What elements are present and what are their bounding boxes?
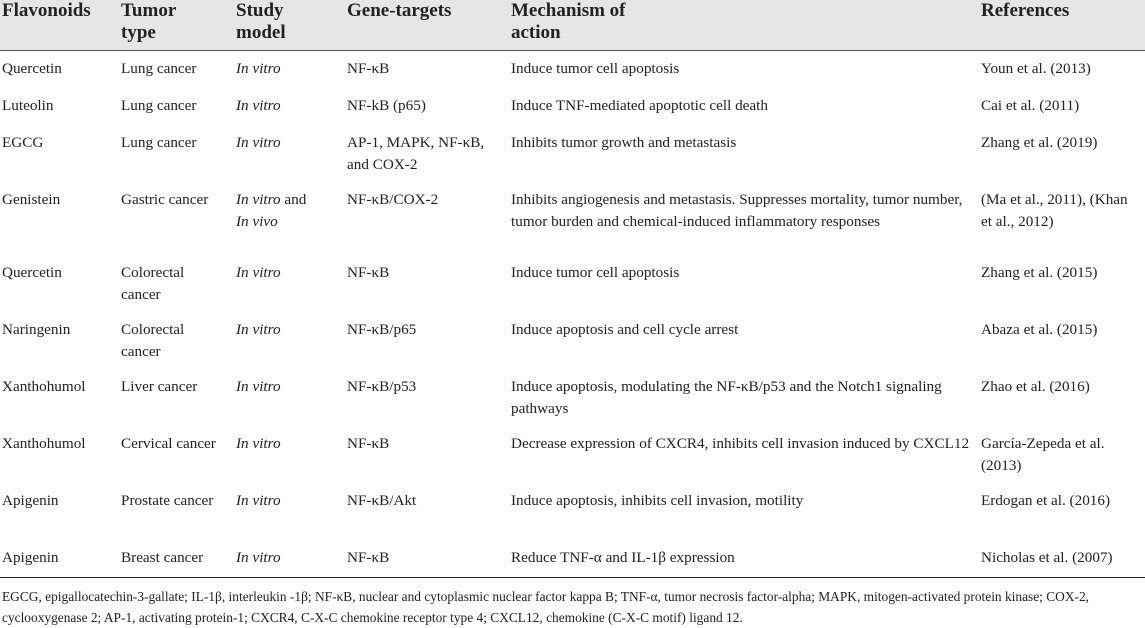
cell-reference: Youn et al. (2013): [981, 60, 1091, 77]
table-header-row: [0, 0, 1145, 51]
cell-tumor-type: Colorectal cancer: [121, 264, 185, 303]
cell-tumor-type: Breast cancer: [118, 540, 233, 578]
cell-reference: Zhang et al. (2019): [981, 134, 1098, 151]
table-row: [0, 312, 1145, 369]
cell-flavonoid: Apigenin: [0, 540, 118, 578]
cell-reference: Zhao et al. (2016): [981, 378, 1090, 395]
table-row: [0, 540, 1145, 578]
cell-study-model: In vitro: [236, 60, 281, 77]
cell-mechanism: Induce apoptosis, modulating the NF-κB/p53 and the Notch1 signaling pathways: [511, 378, 942, 417]
cell-mechanism: Induce apoptosis, inhibits cell invasion, motility: [511, 492, 804, 509]
cell-flavonoid: Xanthohumol: [2, 435, 86, 452]
cell-gene-targets: NF-κB/COX-2: [347, 191, 439, 208]
table-footnote: EGCG, epigallocatechin-3-gallate; IL-1β, interleukin -1β; NF-κB, nuclear and cytoplasmic nuclear factor kappa B; TNF-α, tumor necrosis factor-alpha; MAPK, mitogen-activated protein kinase; COX-2, cyclooxygenase 2; AP-1, activating protein-1; CXCR4, C-X-C chemokine receptor type 4; CXCL12, chemokine (C-X-C motif) ligand 12.: [2, 589, 1090, 625]
cell-mechanism: Induce TNF-mediated apoptotic cell death: [511, 97, 768, 114]
header-mechanism: Mechanism of action: [508, 0, 978, 51]
cell-study-model: In vitro: [236, 492, 281, 509]
header-gene-targets: Gene-targets: [344, 0, 508, 51]
table-row: [0, 255, 1145, 312]
cell-tumor-type: Lung cancer: [121, 97, 197, 114]
cell-tumor-type: Prostate cancer: [121, 492, 214, 509]
table-row: [0, 88, 1145, 125]
cell-gene-targets: NF-κB/Akt: [347, 492, 417, 509]
cell-study-model: In vitro: [236, 378, 281, 395]
cell-gene-targets: NF-κB/p65: [347, 321, 417, 338]
cell-flavonoid: EGCG: [2, 134, 44, 151]
cell-reference: Zhang et al. (2015): [981, 264, 1098, 281]
cell-mechanism: Inhibits angiogenesis and metastasis. Suppresses mortality, tumor number, tumor burden and chemical-induced inflammatory responses: [511, 191, 963, 230]
cell-gene-targets: NF-κB: [347, 264, 390, 281]
table-row: [0, 182, 1145, 255]
cell-mechanism: Reduce TNF-α and IL-1β expression: [508, 540, 978, 578]
cell-reference: Erdogan et al. (2016): [981, 492, 1111, 509]
cell-tumor-type: Cervical cancer: [121, 435, 216, 452]
cell-flavonoid: Naringenin: [2, 321, 71, 338]
table-row: [0, 51, 1145, 89]
cell-mechanism: Decrease expression of CXCR4, inhibits cell invasion induced by CXCL12: [511, 435, 970, 452]
cell-reference: (Ma et al., 2011), (Khan et al., 2012): [981, 191, 1128, 230]
cell-flavonoid: Quercetin: [2, 60, 62, 77]
cell-gene-targets: NF-κB: [347, 60, 390, 77]
cell-gene-targets: NF-κB/p53: [347, 378, 417, 395]
cell-flavonoid: Apigenin: [2, 492, 59, 509]
cell-flavonoid: Xanthohumol: [2, 378, 86, 395]
header-tumor-type: Tumor type: [118, 0, 233, 51]
cell-mechanism: Induce apoptosis and cell cycle arrest: [511, 321, 739, 338]
header-study-model: Study model: [233, 0, 344, 51]
table-row: [0, 369, 1145, 426]
cell-tumor-type: Gastric cancer: [121, 191, 209, 208]
cell-gene-targets: NF-κB: [347, 435, 390, 452]
header-flavonoids: Flavonoids: [0, 0, 118, 51]
cell-tumor-type: Colorectal cancer: [121, 321, 185, 360]
cell-flavonoid: Luteolin: [2, 97, 54, 114]
header-references: References: [978, 0, 1145, 51]
cell-study-model: In vitro: [233, 540, 344, 578]
cell-flavonoid: Quercetin: [2, 264, 62, 281]
cell-reference: Nicholas et al. (2007): [978, 540, 1145, 578]
cell-study-model: In vitro: [236, 264, 281, 281]
cell-mechanism: Induce tumor cell apoptosis: [511, 264, 680, 281]
cell-gene-targets: AP-1, MAPK, NF-κB, and COX-2: [347, 134, 485, 173]
cell-tumor-type: Lung cancer: [121, 134, 197, 151]
cell-tumor-type: Liver cancer: [121, 378, 198, 395]
cell-study-model: In vitro: [236, 321, 281, 338]
cell-mechanism: Inhibits tumor growth and metastasis: [511, 134, 737, 151]
cell-reference: García-Zepeda et al. (2013): [981, 435, 1105, 474]
cell-gene-targets: NF-κB: [344, 540, 508, 578]
cell-reference: Cai et al. (2011): [981, 97, 1080, 114]
table-row: [0, 125, 1145, 182]
cell-study-model: In vitro and In vivo: [236, 191, 307, 230]
cell-mechanism: Induce tumor cell apoptosis: [511, 60, 680, 77]
table-row: [0, 426, 1145, 483]
cell-study-model: In vitro: [236, 134, 281, 151]
cell-reference: Abaza et al. (2015): [981, 321, 1098, 338]
cell-gene-targets: NF-kB (p65): [347, 97, 426, 114]
table-row: [0, 483, 1145, 540]
cell-flavonoid: Genistein: [2, 191, 61, 208]
cell-study-model: In vitro: [236, 97, 281, 114]
cell-tumor-type: Lung cancer: [121, 60, 197, 77]
cell-study-model: In vitro: [236, 435, 281, 452]
